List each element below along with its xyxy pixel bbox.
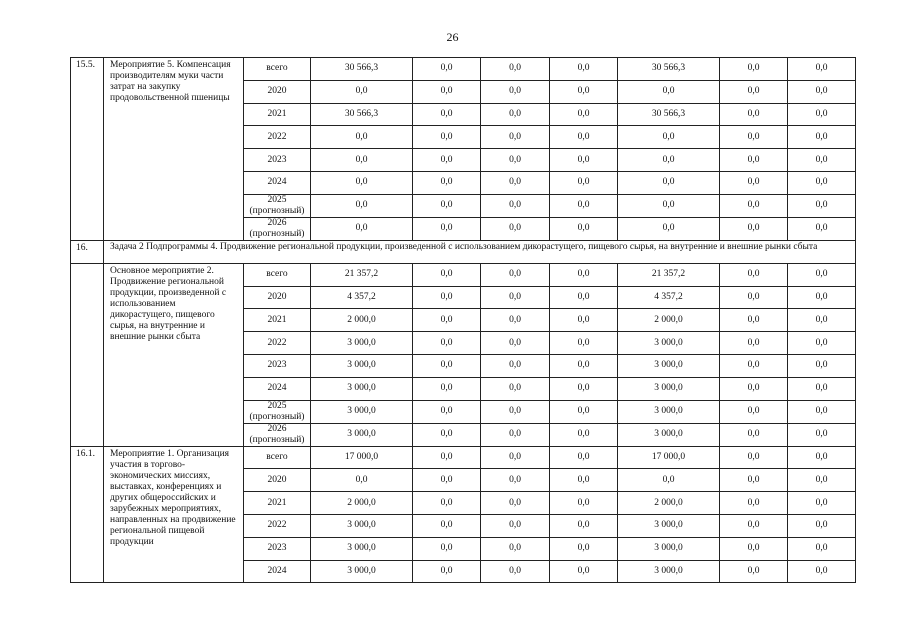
value-cell: 0,0: [788, 309, 856, 332]
value-cell: 0,0: [311, 217, 413, 240]
value-cell: 0,0: [788, 537, 856, 560]
value-cell: 0,0: [413, 217, 481, 240]
year-cell: 2021: [244, 103, 311, 126]
value-cell: 0,0: [720, 354, 788, 377]
value-cell: 2 000,0: [618, 492, 720, 515]
value-cell: 21 357,2: [618, 263, 720, 286]
value-cell: 0,0: [720, 446, 788, 469]
value-cell: 0,0: [311, 149, 413, 172]
year-cell: 2026 (прогнозный): [244, 217, 311, 240]
value-cell: 0,0: [788, 332, 856, 355]
value-cell: 0,0: [481, 126, 550, 149]
value-cell: 30 566,3: [311, 103, 413, 126]
value-cell: 0,0: [720, 80, 788, 103]
value-cell: 0,0: [720, 423, 788, 446]
item-number: [71, 263, 104, 446]
value-cell: 0,0: [720, 103, 788, 126]
value-cell: 3 000,0: [618, 400, 720, 423]
item-number: 16.1.: [71, 446, 104, 583]
value-cell: 0,0: [550, 171, 618, 194]
value-cell: 0,0: [481, 400, 550, 423]
value-cell: 0,0: [788, 377, 856, 400]
value-cell: 4 357,2: [311, 286, 413, 309]
value-cell: 0,0: [550, 194, 618, 217]
value-cell: 0,0: [413, 377, 481, 400]
value-cell: 0,0: [481, 149, 550, 172]
value-cell: 0,0: [311, 469, 413, 492]
value-cell: 0,0: [481, 309, 550, 332]
value-cell: 0,0: [481, 560, 550, 583]
value-cell: 0,0: [788, 58, 856, 81]
value-cell: 0,0: [788, 514, 856, 537]
value-cell: 0,0: [550, 377, 618, 400]
task-title: Задача 2 Подпрограммы 4. Продвижение региональной продукции, произведенной с использованием дикорастущего, пищевого сырья, на внутренние и внешние рынки сбыта: [104, 240, 856, 263]
value-cell: 0,0: [618, 80, 720, 103]
value-cell: 0,0: [413, 80, 481, 103]
value-cell: 0,0: [550, 80, 618, 103]
value-cell: 0,0: [481, 103, 550, 126]
year-cell: 2025 (прогнозный): [244, 194, 311, 217]
value-cell: 0,0: [788, 171, 856, 194]
value-cell: 3 000,0: [311, 560, 413, 583]
year-cell: 2022: [244, 514, 311, 537]
value-cell: 3 000,0: [311, 423, 413, 446]
value-cell: 0,0: [311, 171, 413, 194]
value-cell: 0,0: [413, 103, 481, 126]
value-cell: 3 000,0: [311, 332, 413, 355]
value-cell: 0,0: [788, 400, 856, 423]
value-cell: 0,0: [413, 171, 481, 194]
value-cell: 3 000,0: [618, 514, 720, 537]
value-cell: 0,0: [550, 560, 618, 583]
value-cell: 3 000,0: [618, 332, 720, 355]
value-cell: 0,0: [788, 149, 856, 172]
year-cell: всего: [244, 446, 311, 469]
value-cell: 0,0: [788, 80, 856, 103]
value-cell: 0,0: [311, 194, 413, 217]
item-name: [104, 263, 244, 446]
value-cell: 0,0: [413, 400, 481, 423]
value-cell: 0,0: [413, 309, 481, 332]
value-cell: 0,0: [720, 309, 788, 332]
value-cell: 0,0: [481, 332, 550, 355]
value-cell: 0,0: [481, 423, 550, 446]
value-cell: 0,0: [550, 537, 618, 560]
value-cell: 0,0: [550, 492, 618, 515]
year-cell: 2023: [244, 149, 311, 172]
value-cell: 0,0: [720, 263, 788, 286]
value-cell: 0,0: [720, 217, 788, 240]
value-cell: 0,0: [481, 58, 550, 81]
value-cell: 0,0: [720, 171, 788, 194]
value-cell: 0,0: [550, 514, 618, 537]
value-cell: 0,0: [720, 492, 788, 515]
year-cell: 2023: [244, 354, 311, 377]
value-cell: 2 000,0: [311, 492, 413, 515]
value-cell: 0,0: [413, 286, 481, 309]
value-cell: 0,0: [720, 194, 788, 217]
value-cell: 0,0: [720, 560, 788, 583]
value-cell: 0,0: [481, 514, 550, 537]
value-cell: 3 000,0: [618, 377, 720, 400]
value-cell: 0,0: [550, 469, 618, 492]
value-cell: 0,0: [413, 423, 481, 446]
value-cell: 0,0: [788, 469, 856, 492]
value-cell: 0,0: [618, 217, 720, 240]
value-cell: 0,0: [720, 149, 788, 172]
year-cell: 2020: [244, 286, 311, 309]
value-cell: 0,0: [481, 354, 550, 377]
value-cell: 0,0: [788, 194, 856, 217]
page-number: 26: [446, 30, 459, 44]
value-cell: 3 000,0: [618, 354, 720, 377]
value-cell: 0,0: [788, 286, 856, 309]
value-cell: 0,0: [788, 103, 856, 126]
value-cell: 0,0: [550, 126, 618, 149]
year-cell: 2024: [244, 560, 311, 583]
value-cell: 30 566,3: [618, 58, 720, 81]
value-cell: 30 566,3: [618, 103, 720, 126]
value-cell: 0,0: [720, 537, 788, 560]
value-cell: 3 000,0: [311, 377, 413, 400]
value-cell: 0,0: [720, 126, 788, 149]
value-cell: 0,0: [413, 537, 481, 560]
value-cell: 0,0: [550, 263, 618, 286]
value-cell: 0,0: [618, 126, 720, 149]
value-cell: 0,0: [413, 263, 481, 286]
value-cell: 0,0: [788, 492, 856, 515]
value-cell: 0,0: [481, 194, 550, 217]
value-cell: 21 357,2: [311, 263, 413, 286]
value-cell: 0,0: [481, 469, 550, 492]
value-cell: 0,0: [311, 80, 413, 103]
value-cell: 0,0: [618, 171, 720, 194]
table-row: [71, 446, 856, 469]
value-cell: 3 000,0: [311, 514, 413, 537]
value-cell: 0,0: [481, 446, 550, 469]
year-cell: 2020: [244, 469, 311, 492]
value-cell: 3 000,0: [311, 400, 413, 423]
task-row: [71, 240, 856, 263]
value-cell: 0,0: [550, 354, 618, 377]
value-cell: 0,0: [413, 469, 481, 492]
value-cell: 0,0: [481, 492, 550, 515]
value-cell: 3 000,0: [311, 537, 413, 560]
task-number: 16.: [71, 240, 104, 263]
value-cell: 2 000,0: [311, 309, 413, 332]
value-cell: 0,0: [550, 286, 618, 309]
value-cell: 0,0: [550, 58, 618, 81]
year-cell: 2022: [244, 126, 311, 149]
value-cell: 0,0: [413, 492, 481, 515]
value-cell: 0,0: [788, 217, 856, 240]
value-cell: 0,0: [618, 149, 720, 172]
value-cell: 0,0: [550, 332, 618, 355]
value-cell: 0,0: [481, 217, 550, 240]
value-cell: 0,0: [481, 286, 550, 309]
value-cell: 30 566,3: [311, 58, 413, 81]
value-cell: 0,0: [720, 286, 788, 309]
item-name: [104, 58, 244, 241]
value-cell: 2 000,0: [618, 309, 720, 332]
value-cell: 0,0: [550, 423, 618, 446]
year-cell: 2023: [244, 537, 311, 560]
value-cell: 0,0: [618, 469, 720, 492]
value-cell: 3 000,0: [311, 354, 413, 377]
value-cell: 0,0: [788, 126, 856, 149]
value-cell: 0,0: [413, 58, 481, 81]
item-number: 15.5.: [71, 58, 104, 241]
year-cell: 2020: [244, 80, 311, 103]
value-cell: 3 000,0: [618, 560, 720, 583]
year-cell: всего: [244, 58, 311, 81]
value-cell: 0,0: [788, 560, 856, 583]
value-cell: 0,0: [481, 263, 550, 286]
value-cell: 0,0: [413, 446, 481, 469]
value-cell: 0,0: [481, 537, 550, 560]
value-cell: 3 000,0: [618, 423, 720, 446]
value-cell: 0,0: [413, 560, 481, 583]
value-cell: 0,0: [550, 103, 618, 126]
value-cell: 0,0: [550, 400, 618, 423]
value-cell: 17 000,0: [311, 446, 413, 469]
value-cell: 0,0: [788, 423, 856, 446]
item-name-text: Мероприятие 5. Компенсация производителям муки части затрат на закупку продовольственной пшеницы: [110, 60, 231, 103]
value-cell: 0,0: [720, 469, 788, 492]
year-cell: 2021: [244, 309, 311, 332]
value-cell: 0,0: [720, 377, 788, 400]
value-cell: 4 357,2: [618, 286, 720, 309]
value-cell: 0,0: [618, 194, 720, 217]
value-cell: 0,0: [413, 354, 481, 377]
year-cell: 2024: [244, 171, 311, 194]
value-cell: 0,0: [413, 514, 481, 537]
value-cell: 0,0: [481, 377, 550, 400]
year-cell: 2022: [244, 332, 311, 355]
budget-table: [70, 57, 856, 583]
value-cell: 0,0: [413, 126, 481, 149]
value-cell: 0,0: [550, 217, 618, 240]
value-cell: 0,0: [550, 309, 618, 332]
item-name-text: Основное мероприятие 2. Продвижение региональной продукции, произведенной с использованием дикорастущего, пищевого сырья, на внутренние и внешние рынки сбыта: [110, 265, 227, 342]
value-cell: 0,0: [788, 354, 856, 377]
year-cell: всего: [244, 263, 311, 286]
item-name-text: Мероприятие 1. Организация участия в торгово-экономических миссиях, выставках, конференциях и других общероссийских и зарубежных мероприятиях, направленных на продвижение региональной пищевой продукции: [110, 448, 236, 547]
value-cell: 0,0: [788, 446, 856, 469]
item-name: [104, 446, 244, 583]
value-cell: 0,0: [311, 126, 413, 149]
value-cell: 0,0: [720, 514, 788, 537]
table-row: [71, 263, 856, 286]
value-cell: 0,0: [413, 194, 481, 217]
value-cell: 0,0: [788, 263, 856, 286]
year-cell: 2025 (прогнозный): [244, 400, 311, 423]
value-cell: 0,0: [550, 149, 618, 172]
value-cell: 0,0: [413, 149, 481, 172]
value-cell: 0,0: [481, 171, 550, 194]
table-row: [71, 58, 856, 81]
year-cell: 2021: [244, 492, 311, 515]
value-cell: 0,0: [720, 58, 788, 81]
value-cell: 0,0: [413, 332, 481, 355]
value-cell: 0,0: [720, 332, 788, 355]
year-cell: 2026 (прогнозный): [244, 423, 311, 446]
year-cell: 2024: [244, 377, 311, 400]
value-cell: 17 000,0: [618, 446, 720, 469]
value-cell: 0,0: [481, 80, 550, 103]
value-cell: 3 000,0: [618, 537, 720, 560]
value-cell: 0,0: [720, 400, 788, 423]
value-cell: 0,0: [550, 446, 618, 469]
